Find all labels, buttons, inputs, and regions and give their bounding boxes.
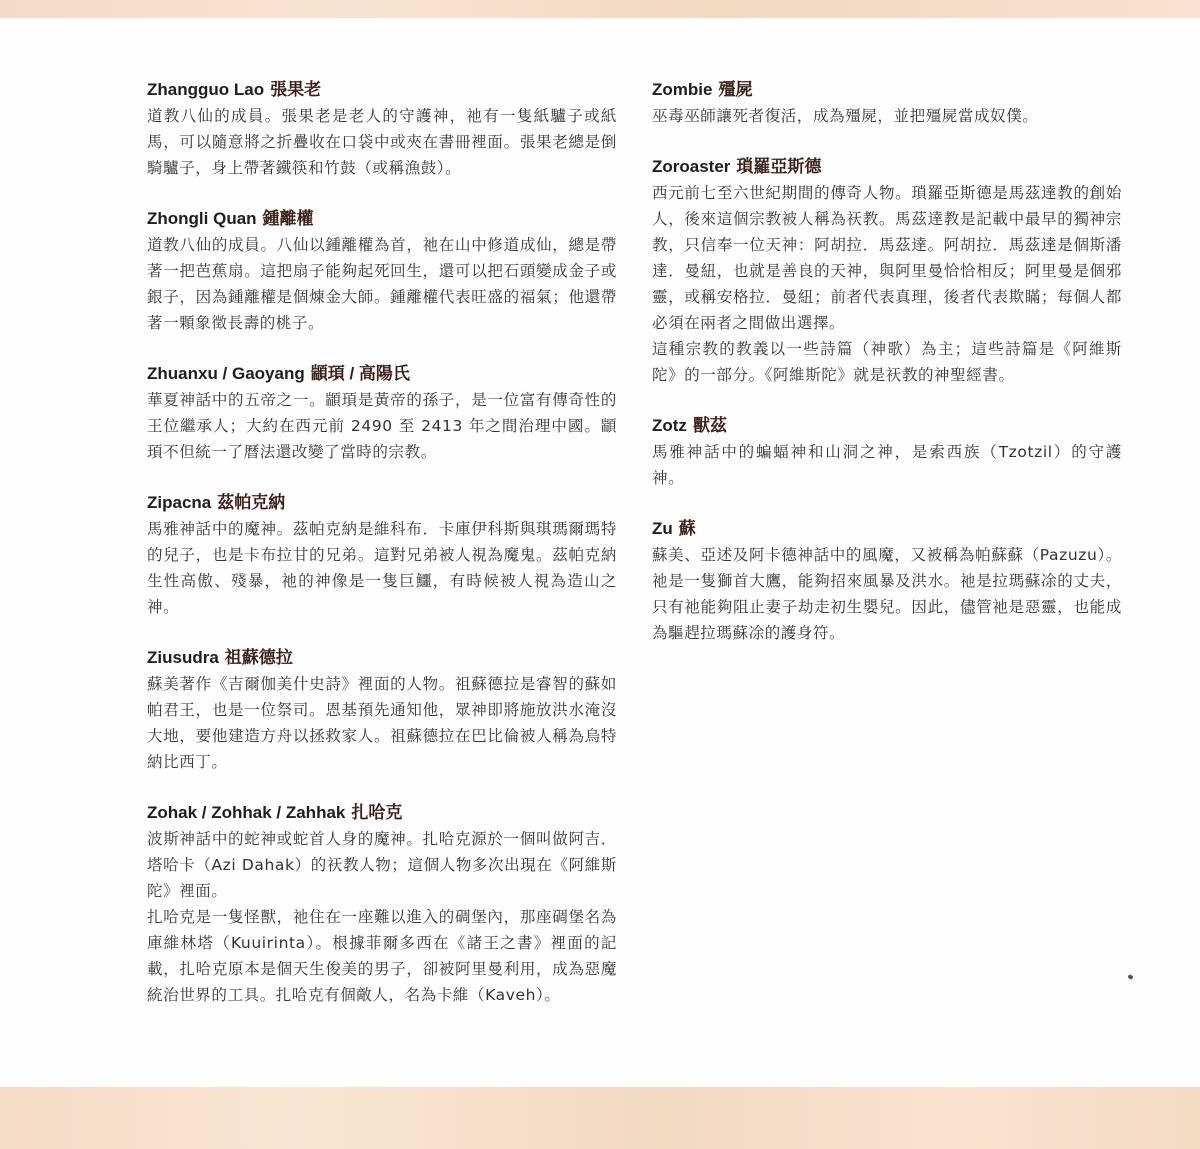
entry-title-cn: 殭屍 bbox=[718, 80, 753, 99]
entry-title bbox=[652, 78, 1122, 102]
entry-zu bbox=[652, 517, 1122, 646]
entry-text: 華夏神話中的五帝之一。顓頊是黃帝的孫子，是一位富有傳奇性的王位繼承人；大約在西元前 2490 至 2413 年之間治理中國。顓頊不但統一了曆法還改變了當時的宗教。 bbox=[147, 391, 617, 461]
entry-title-cn: 蘇 bbox=[678, 519, 696, 538]
entry-text: 波斯神話中的蛇神或蛇首人身的魔神。扎哈克源於一個叫做阿吉．塔哈卡（Azi Dahak）的祆教人物；這個人物多次出現在《阿維斯陀》裡面。 bbox=[147, 830, 617, 900]
entry-title-en: Zu bbox=[652, 519, 673, 538]
entry-text: 馬雅神話中的蝙蝠神和山洞之神，是索西族（Tzotzil）的守護神。 bbox=[652, 443, 1122, 487]
entry-title bbox=[147, 207, 617, 231]
right-column bbox=[652, 78, 1122, 672]
entry-title-cn: 獸茲 bbox=[692, 416, 727, 435]
entry-title-en: Zipacna bbox=[147, 493, 212, 512]
entry-text: 巫毒巫師讓死者復活，成為殭屍，並把殭屍當成奴僕。 bbox=[652, 107, 1039, 125]
entry-title-en: Zoroaster bbox=[652, 157, 731, 176]
entry-title-en: Zhongli Quan bbox=[147, 209, 257, 228]
entry-text: 這種宗教的教義以一些詩篇（神歌）為主；這些詩篇是《阿維斯陀》的一部分。《阿維斯陀》就是祆教的神聖經書。 bbox=[652, 340, 1122, 384]
entry-zombie bbox=[652, 78, 1122, 129]
entry-title-cn: 顓頊 / 高陽氏 bbox=[310, 364, 410, 383]
entry-title-en: Zhangguo Lao bbox=[147, 80, 265, 99]
entry-title bbox=[652, 517, 1122, 541]
entry-text: 西元前七至六世紀期間的傳奇人物。瑣羅亞斯德是馬茲達教的創始人，後來這個宗教被人稱為祆教。馬茲達教是記載中最早的獨神宗教，只信奉一位天神：阿胡拉．馬茲達。阿胡拉．馬茲達是個斯潘達．曼紐，也就是善良的天神，與阿里曼恰恰相反；阿里曼是個邪靈，或稱安格拉．曼紐；前者代表真理，後者代表欺瞞；每個人都必須在兩者之間做出選擇。 bbox=[652, 184, 1122, 332]
entry-title-en: Zhuanxu / Gaoyang bbox=[147, 364, 305, 383]
entry-title-cn: 祖蘇德拉 bbox=[224, 648, 293, 667]
entry-zhongli-quan bbox=[147, 207, 617, 336]
bottom-paper-band bbox=[0, 1087, 1200, 1149]
entry-text: 蘇美著作《吉爾伽美什史詩》裡面的人物。祖蘇德拉是睿智的蘇如帕君王，也是一位祭司。恩基預先通知他，眾神即將施放洪水淹沒大地，要他建造方舟以拯救家人。祖蘇德拉在巴比倫被人稱為烏特納比西丁。 bbox=[147, 675, 617, 771]
entry-title bbox=[147, 491, 617, 515]
entry-zhuanxu-gaoyang bbox=[147, 362, 617, 465]
entry-title-en: Zombie bbox=[652, 80, 713, 99]
entry-title-cn: 張果老 bbox=[270, 80, 322, 99]
paper-speck bbox=[1127, 974, 1133, 980]
entry-title-cn: 鍾離權 bbox=[262, 209, 314, 228]
entry-title-en: Zohak / Zohhak / Zahhak bbox=[147, 803, 346, 822]
entry-title bbox=[147, 646, 617, 670]
entry-text: 馬雅神話中的魔神。茲帕克納是維科布．卡庫伊科斯與琪瑪爾瑪特的兒子，也是卡布拉甘的兄弟。這對兄弟被人視為魔鬼。茲帕克納生性高傲、殘暴，祂的神像是一隻巨鱷，有時候被人視為造山之神。 bbox=[147, 520, 617, 616]
entry-zhangguo-lao bbox=[147, 78, 617, 181]
entry-text: 道教八仙的成員。八仙以鍾離權為首，祂在山中修道成仙，總是帶著一把芭蕉扇。這把扇子能夠起死回生，還可以把石頭變成金子或銀子，因為鍾離權是個煉金大師。鍾離權代表旺盛的福氣；他還帶著一顆象徵長壽的桃子。 bbox=[147, 236, 617, 332]
entry-title bbox=[147, 78, 617, 102]
entry-ziusudra bbox=[147, 646, 617, 775]
entry-title-en: Ziusudra bbox=[147, 648, 219, 667]
entry-text: 道教八仙的成員。張果老是老人的守護神，祂有一隻紙驢子或紙馬，可以隨意將之折疊收在口袋中或夾在書冊裡面。張果老總是倒騎驢子，身上帶著鐵筷和竹鼓（或稱漁鼓）。 bbox=[147, 107, 617, 177]
entry-title-en: Zotz bbox=[652, 416, 687, 435]
entry-title bbox=[652, 414, 1122, 438]
entry-title bbox=[147, 362, 617, 386]
glossary-page bbox=[0, 18, 1200, 1087]
entry-text: 扎哈克是一隻怪獸，祂住在一座難以進入的碉堡內，那座碉堡名為庫維林塔（Kuuirinta）。根據菲爾多西在《諸王之書》裡面的記載，扎哈克原本是個天生俊美的男子，卻被阿里曼利用，成為惡魔統治世界的工具。扎哈克有個敵人，名為卡維（Kaveh）。 bbox=[147, 908, 617, 1004]
entry-title bbox=[652, 155, 1122, 179]
entry-zoroaster bbox=[652, 155, 1122, 388]
entry-title-cn: 扎哈克 bbox=[351, 803, 403, 822]
entry-text: 蘇美、亞述及阿卡德神話中的風魔，又被稱為帕蘇蘇（Pazuzu）。祂是一隻獅首大鷹，能夠招來風暴及洪水。祂是拉瑪蘇凃的丈夫，只有祂能夠阻止妻子劫走初生嬰兒。因此，儘管祂是惡靈，也能成為驅趕拉瑪蘇凃的護身符。 bbox=[652, 546, 1122, 642]
top-paper-band bbox=[0, 0, 1200, 18]
entry-title-cn: 瑣羅亞斯德 bbox=[736, 157, 822, 176]
entry-zohak bbox=[147, 801, 617, 1008]
entry-title bbox=[147, 801, 617, 825]
left-column bbox=[147, 78, 617, 1034]
entry-zipacna bbox=[147, 491, 617, 620]
entry-zotz bbox=[652, 414, 1122, 491]
entry-title-cn: 茲帕克納 bbox=[217, 493, 286, 512]
